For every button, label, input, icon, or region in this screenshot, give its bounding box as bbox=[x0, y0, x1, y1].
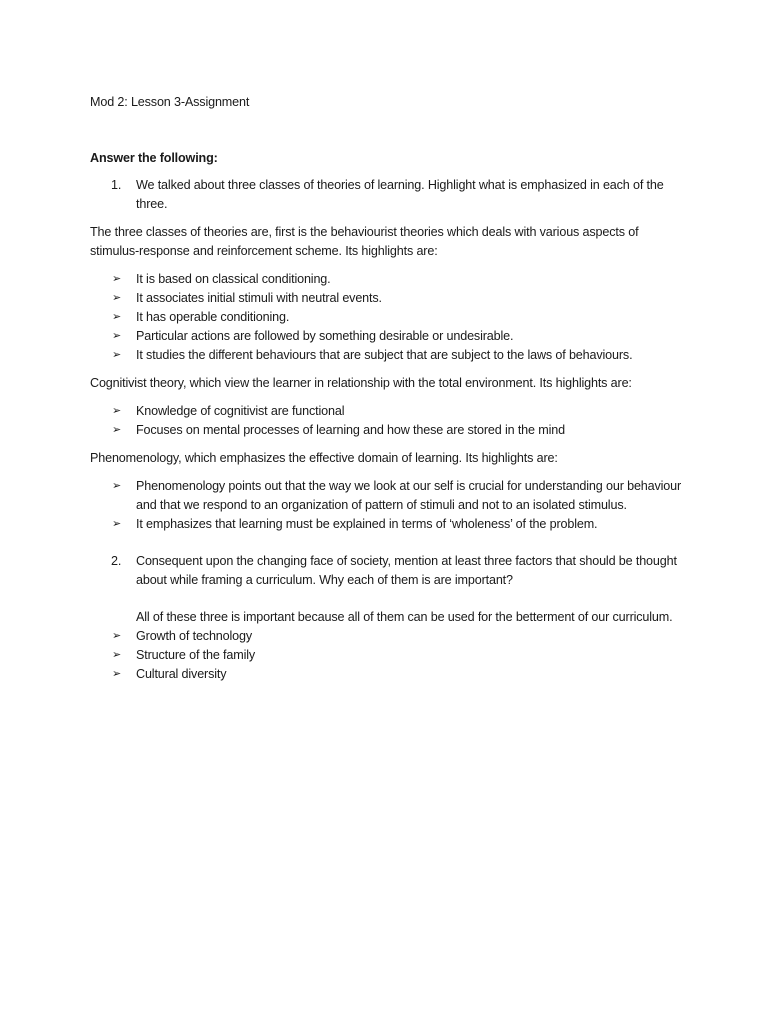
question-1-text: We talked about three classes of theories of learning. Highlight what is emphasized in each of the three. bbox=[136, 178, 664, 211]
phenomenology-intro: Phenomenology, which emphasizes the effective domain of learning. Its highlights are: bbox=[90, 451, 558, 465]
instruction-heading: Answer the following: bbox=[90, 151, 218, 165]
question-1 bbox=[90, 176, 682, 214]
list-item: ➢ It studies the different behaviours that are subject that are subject to the laws of behaviours. bbox=[90, 346, 682, 365]
arrow-bullet-icon: ➢ bbox=[112, 518, 122, 530]
arrow-bullet-icon: ➢ bbox=[112, 349, 122, 361]
question-2-number: 2. bbox=[111, 554, 122, 568]
document-title: Mod 2: Lesson 3-Assignment bbox=[90, 95, 250, 109]
arrow-bullet-icon: ➢ bbox=[112, 311, 122, 323]
list-item: ➢ Growth of technology bbox=[90, 627, 682, 646]
cognitivist-highlights-list bbox=[90, 402, 682, 440]
arrow-bullet-icon: ➢ bbox=[112, 480, 122, 492]
cognitivist-intro: Cognitivist theory, which view the learner in relationship with the total environment. Its highlights are: bbox=[90, 376, 632, 390]
arrow-bullet-icon: ➢ bbox=[112, 649, 122, 661]
question-2-answer: All of these three is important because all of them can be used for the betterment of our curriculum. bbox=[136, 610, 673, 624]
arrow-bullet-icon: ➢ bbox=[112, 424, 122, 436]
list-item: ➢ Phenomenology points out that the way we look at our self is crucial for understanding our behaviour and that we respond to an organization of pattern of stimuli and not to an isolated stimulus. bbox=[90, 477, 682, 515]
arrow-bullet-icon: ➢ bbox=[112, 330, 122, 342]
question-2-text: Consequent upon the changing face of society, mention at least three factors that should be thought about while framing a curriculum. Why each of them is are important? bbox=[136, 554, 677, 587]
document-body bbox=[90, 93, 682, 684]
list-item: ➢ Structure of the family bbox=[90, 646, 682, 665]
arrow-bullet-icon: ➢ bbox=[112, 630, 122, 642]
arrow-bullet-icon: ➢ bbox=[112, 668, 122, 680]
list-item: ➢ Particular actions are followed by something desirable or undesirable. bbox=[90, 327, 682, 346]
arrow-bullet-icon: ➢ bbox=[112, 273, 122, 285]
list-item: ➢ It emphasizes that learning must be explained in terms of ‘wholeness’ of the problem. bbox=[90, 515, 682, 534]
arrow-bullet-icon: ➢ bbox=[112, 292, 122, 304]
question-2 bbox=[90, 552, 682, 590]
list-item: ➢ It has operable conditioning. bbox=[90, 308, 682, 327]
list-item: ➢ Focuses on mental processes of learning and how these are stored in the mind bbox=[90, 421, 682, 440]
question-1-number: 1. bbox=[111, 178, 122, 192]
behaviourist-highlights-list bbox=[90, 270, 682, 365]
behaviourist-intro: The three classes of theories are, first is the behaviourist theories which deals with various aspects of stimulus-response and reinforcement scheme. Its highlights are: bbox=[90, 225, 639, 258]
list-item: ➢ It is based on classical conditioning. bbox=[90, 270, 682, 289]
list-item: ➢ Knowledge of cognitivist are functional bbox=[90, 402, 682, 421]
list-item: ➢ Cultural diversity bbox=[90, 665, 682, 684]
arrow-bullet-icon: ➢ bbox=[112, 405, 122, 417]
curriculum-factors-list bbox=[90, 627, 682, 684]
phenomenology-highlights-list bbox=[90, 477, 682, 534]
list-item: ➢ It associates initial stimuli with neutral events. bbox=[90, 289, 682, 308]
